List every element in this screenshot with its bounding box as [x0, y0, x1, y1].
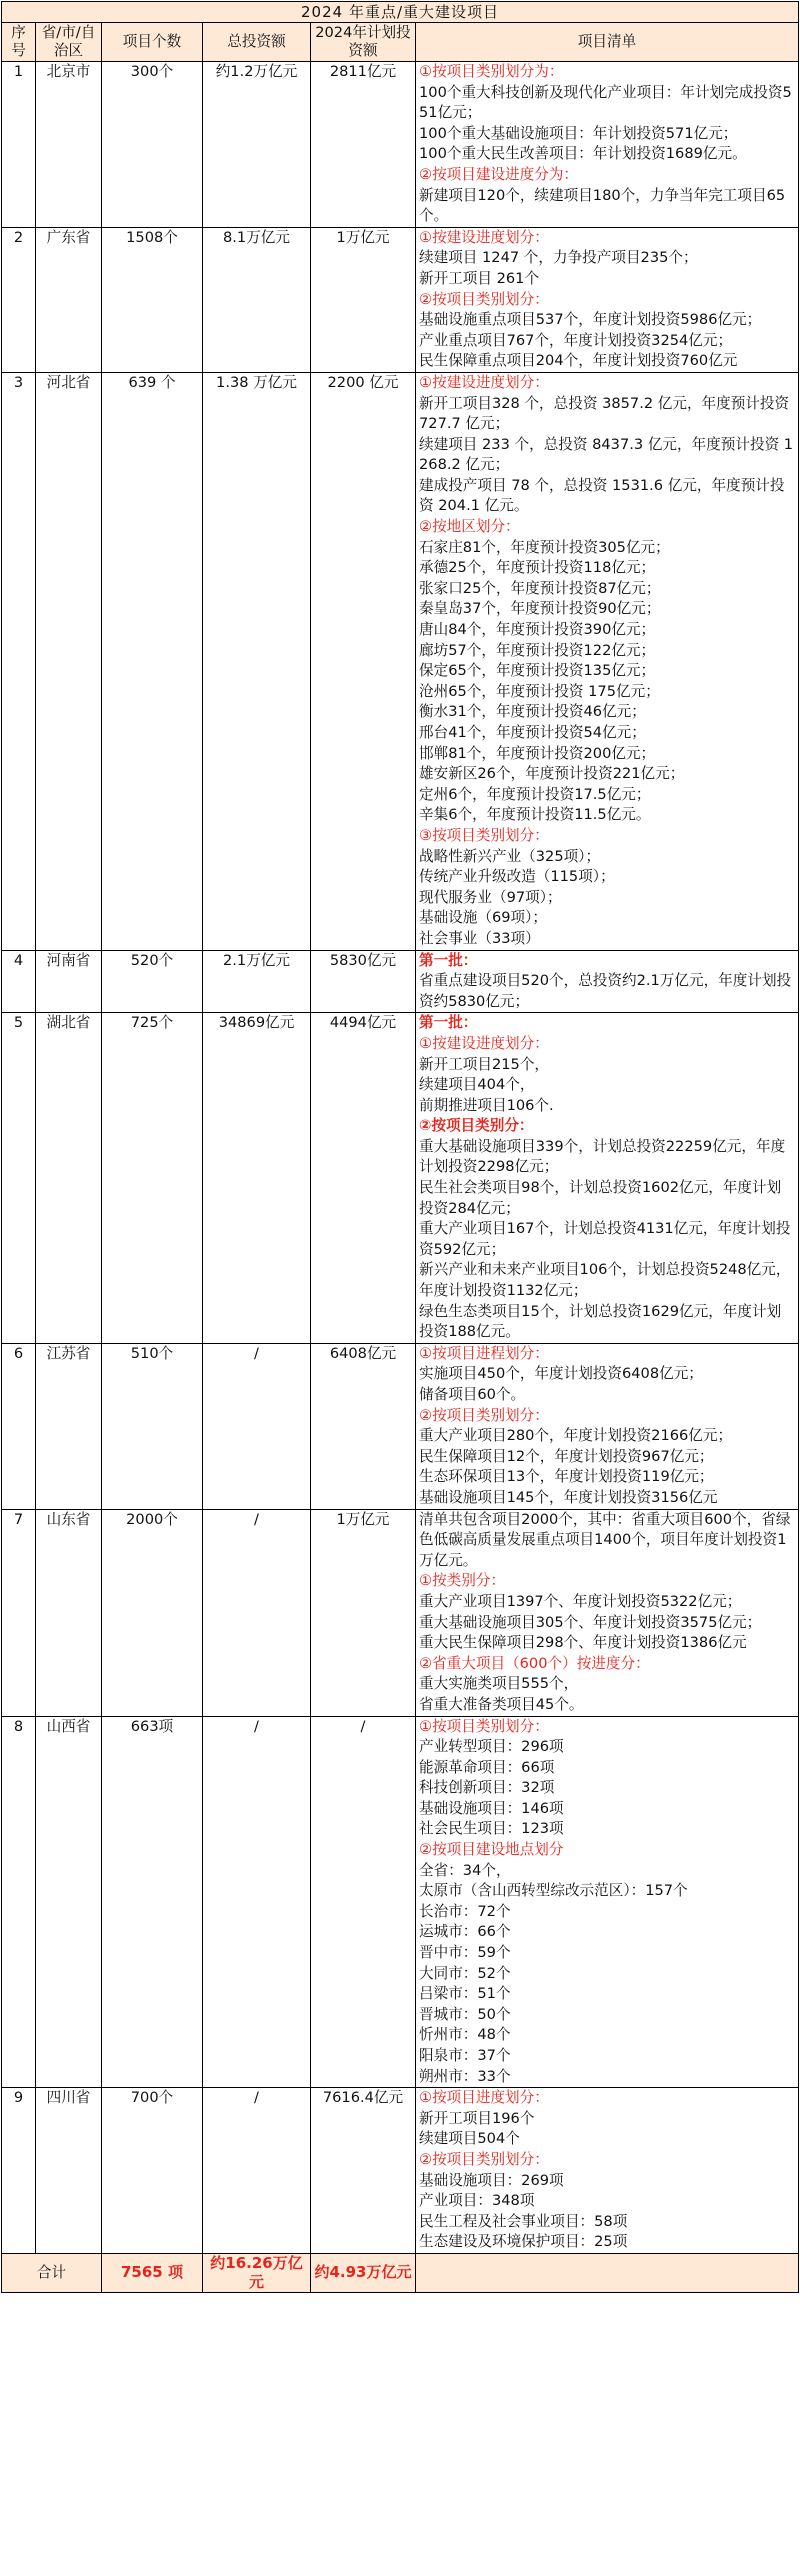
row-region: 河南省 — [36, 950, 102, 1013]
list-item: 续建项目504个 — [419, 2130, 520, 2148]
row-seq: 2 — [2, 227, 36, 372]
row-seq: 6 — [2, 1343, 36, 1509]
list-item: 100个重大基础设施项目：年计划投资571亿元； — [419, 124, 738, 142]
row-plan-2024: 1万亿元 — [311, 227, 416, 372]
list-item: 承德25个，年度预计投资118亿元； — [419, 559, 656, 577]
list-item: 产业转型项目：296项 — [419, 1738, 564, 1756]
row-region: 广东省 — [36, 227, 102, 372]
list-item: 100个重大科技创新及现代化产业项目：年计划完成投资551亿元； — [419, 83, 792, 122]
list-item: 民生保障项目12个，年度计划投资967亿元； — [419, 1447, 714, 1465]
list-heading: ①按项目进程划分： — [419, 1344, 549, 1362]
row-total-investment: 8.1万亿元 — [203, 227, 311, 372]
list-item: 邢台41个，年度预计投资54亿元； — [419, 724, 646, 741]
list-heading: ②按项目类别划分： — [419, 1406, 549, 1424]
row-project-list — [416, 227, 799, 372]
list-item: 民生保障重点项目204个，年度计划投资760亿元 — [419, 352, 738, 370]
list-item: 生态环保项目13个，年度计划投资119亿元； — [419, 1468, 714, 1486]
row-region: 四川省 — [36, 2088, 102, 2254]
list-heading: ②按地区划分： — [419, 518, 520, 536]
list-item: 生态建设及环境保护项目：25项 — [419, 2233, 628, 2251]
list-item: 吕梁市：51个 — [419, 1985, 511, 2003]
list-item: 阳泉市：37个 — [419, 2047, 511, 2064]
list-item: 民生社会类项目98个，计划总投资1602亿元，年度计划投资284亿元； — [419, 1179, 782, 1217]
list-item: 雄安新区26个，年度预计投资221亿元； — [419, 765, 685, 783]
row-total-investment: / — [203, 2088, 311, 2254]
table-body — [2, 62, 799, 2254]
list-item: 续建项目 233 个，总投资 8437.3 亿元，年度预计投资 1268.2 亿元； — [419, 435, 794, 474]
list-item: 社会民生项目：123项 — [419, 1820, 564, 1838]
row-project-list — [416, 372, 799, 950]
list-item: 重大民生保障项目298个、年度计划投资1386亿元 — [419, 1634, 747, 1652]
list-item: 唐山84个，年度预计投资390亿元； — [419, 621, 656, 639]
list-heading: ③按项目类别划分： — [419, 826, 549, 844]
list-heading: ①按建设进度划分： — [419, 228, 549, 246]
list-item: 秦皇岛37个，年度预计投资90亿元； — [419, 600, 661, 618]
row-seq: 4 — [2, 950, 36, 1013]
list-heading: ②按项目建设地点划分 — [419, 1841, 564, 1859]
list-item: 忻州市：48个 — [419, 2026, 511, 2044]
row-count: 520个 — [102, 950, 203, 1013]
list-item: 辛集6个，年度预计投资11.5亿元。 — [419, 806, 651, 824]
row-region: 河北省 — [36, 372, 102, 950]
list-heading: ②按项目类别分： — [419, 1117, 534, 1135]
list-item: 新开工项目215个， — [419, 1055, 550, 1073]
list-item: 绿色生态类项目15个，计划总投资1629亿元，年度计划投资188亿元。 — [419, 1302, 782, 1341]
list-item: 民生工程及社会事业项目：58项 — [419, 2212, 628, 2230]
list-heading: ②按项目类别划分： — [419, 2150, 549, 2168]
row-total-investment: / — [203, 1343, 311, 1509]
list-item: 大同市：52个 — [419, 1964, 511, 1982]
list-item: 建成投产项目 78 个，总投资 1531.6 亿元，年度预计投资 204.1 亿元。 — [419, 476, 785, 515]
list-item: 100个重大民生改善项目：年计划投资1689亿元。 — [419, 145, 747, 163]
header-seq: 序号 — [2, 23, 36, 62]
list-item: 基础设施项目：269项 — [419, 2171, 564, 2189]
table-row — [2, 1013, 799, 1344]
header-plan-2024: 2024年计划投资额 — [311, 23, 416, 62]
row-plan-2024: 1万亿元 — [311, 1509, 416, 1716]
list-item: 定州6个，年度预计投资17.5亿元； — [419, 785, 651, 803]
list-item: 传统产业升级改造（115项）； — [419, 868, 615, 886]
row-total-investment: 34869亿元 — [203, 1013, 311, 1344]
list-heading: ①按建设进度划分： — [419, 373, 549, 391]
row-plan-2024: / — [311, 1716, 416, 2088]
list-item: 保定65个，年度预计投资135亿元； — [419, 662, 656, 680]
row-project-list — [416, 62, 799, 228]
total-investment: 约16.26万亿元 — [203, 2253, 311, 2292]
row-region: 北京市 — [36, 62, 102, 228]
list-item: 石家庄81个，年度预计投资305亿元； — [419, 538, 670, 556]
list-item: 前期推进项目106个. — [419, 1096, 554, 1114]
list-item: 衡水31个，年度预计投资46亿元； — [419, 703, 646, 721]
list-item: 基础设施项目：146项 — [419, 1799, 564, 1817]
row-plan-2024: 6408亿元 — [311, 1343, 416, 1509]
list-item: 基础设施项目145个，年度计划投资3156亿元 — [419, 1488, 718, 1506]
list-heading: 第一批： — [419, 1014, 478, 1032]
list-heading: ①按项目类别划分： — [419, 1717, 549, 1735]
list-item: 朔州市：33个 — [419, 2067, 511, 2085]
list-item: 新开工项目 261个 — [419, 269, 540, 287]
list-item: 产业重点项目767个，年度计划投资3254亿元； — [419, 331, 733, 349]
row-plan-2024: 2811亿元 — [311, 62, 416, 228]
row-project-list — [416, 2088, 799, 2254]
list-item: 重大基础设施项目305个、年度计划投资3575亿元； — [419, 1613, 762, 1631]
total-list-empty — [416, 2253, 799, 2292]
list-item: 重大基础设施项目339个，计划总投资22259亿元，年度计划投资2298亿元； — [419, 1137, 786, 1176]
table-row — [2, 1716, 799, 2088]
list-item: 运城市：66个 — [419, 1923, 511, 1941]
row-region: 江苏省 — [36, 1343, 102, 1509]
table-row — [2, 62, 799, 228]
list-item: 重大产业项目1397个、年度计划投资5322亿元； — [419, 1592, 742, 1610]
list-heading: ①按项目类别划分为： — [419, 63, 564, 80]
header-total-investment: 总投资额 — [203, 23, 311, 62]
list-item: 省重点建设项目520个，总投资约2.1万亿元，年度计划投资约5830亿元； — [419, 972, 792, 1010]
list-item: 续建项目 1247 个，力争投产项目235个； — [419, 249, 698, 267]
row-seq: 5 — [2, 1013, 36, 1344]
header-region: 省/市/自治区 — [36, 23, 102, 62]
list-item: 新开工项目196个 — [419, 2109, 535, 2127]
table-row — [2, 227, 799, 372]
row-count: 725个 — [102, 1013, 203, 1344]
list-item: 基础设施重点项目537个，年度计划投资5986亿元； — [419, 311, 762, 329]
list-item: 新兴产业和未来产业项目106个，计划总投资5248亿元，年度计划投资1132亿元； — [419, 1261, 791, 1300]
list-item: 基础设施（69项）； — [419, 909, 548, 927]
row-total-investment: 约1.2万亿元 — [203, 62, 311, 228]
row-region: 山西省 — [36, 1716, 102, 2088]
list-item: 新开工项目328 个，总投资 3857.2 亿元，年度预计投资 727.7 亿元； — [419, 394, 790, 433]
list-item: 重大产业项目167个，计划总投资4131亿元，年度计划投资592亿元； — [419, 1220, 791, 1258]
list-item: 续建项目404个， — [419, 1076, 535, 1094]
row-count: 663项 — [102, 1716, 203, 2088]
row-seq: 1 — [2, 62, 36, 228]
projects-table — [1, 1, 799, 2293]
list-item: 长治市：72个 — [419, 1902, 511, 1920]
row-project-list — [416, 1509, 799, 1716]
row-count: 2000个 — [102, 1509, 203, 1716]
list-item: 产业项目：348项 — [419, 2192, 535, 2210]
row-seq: 8 — [2, 1716, 36, 2088]
list-item: 省重大准备类项目45个。 — [419, 1695, 584, 1713]
list-item: 能源革命项目：66项 — [419, 1758, 555, 1776]
table-row — [2, 950, 799, 1013]
list-item: 实施项目450个，年度计划投资6408亿元； — [419, 1365, 703, 1383]
list-item: 廊坊57个，年度预计投资122亿元； — [419, 641, 656, 659]
list-item: 社会事业（33项） — [419, 929, 540, 947]
row-count: 1508个 — [102, 227, 203, 372]
row-project-list — [416, 950, 799, 1013]
header-project-list: 项目清单 — [416, 23, 799, 62]
row-plan-2024: 7616.4亿元 — [311, 2088, 416, 2254]
list-item: 重大实施类项目555个， — [419, 1675, 579, 1693]
row-plan-2024: 2200 亿元 — [311, 372, 416, 950]
list-item: 晋城市：50个 — [419, 2005, 511, 2023]
row-count: 300个 — [102, 62, 203, 228]
row-region: 山东省 — [36, 1509, 102, 1716]
list-heading: ①按类别分： — [419, 1572, 506, 1590]
row-project-list — [416, 1013, 799, 1344]
row-total-investment: / — [203, 1716, 311, 2088]
list-item: 现代服务业（97项）； — [419, 888, 562, 906]
header-count: 项目个数 — [102, 23, 203, 62]
list-item: 储备项目60个。 — [419, 1386, 526, 1403]
table-row — [2, 2088, 799, 2254]
list-item: 太原市（含山西转型综改示范区）：157个 — [419, 1882, 688, 1900]
list-item: 沧州65个，年度预计投资 175亿元； — [419, 682, 660, 700]
row-total-investment: / — [203, 1509, 311, 1716]
list-heading: ②按项目类别划分： — [419, 290, 549, 308]
row-seq: 7 — [2, 1509, 36, 1716]
row-count: 510个 — [102, 1343, 203, 1509]
row-project-list — [416, 1343, 799, 1509]
row-region: 湖北省 — [36, 1013, 102, 1344]
list-item: 全省：34个， — [419, 1861, 511, 1879]
list-heading: 第一批： — [419, 951, 478, 969]
list-item: 晋中市：59个 — [419, 1944, 511, 1962]
list-heading: ①按项目进度划分： — [419, 2089, 549, 2107]
list-item: 清单共包含项目2000个，其中：省重大项目600个，省绿色低碳高质量发展重点项目1400个，项目年度计划投资1万亿元。 — [419, 1510, 791, 1569]
list-item: 战略性新兴产业（325项）； — [419, 847, 601, 865]
list-item: 张家口25个，年度预计投资87亿元； — [419, 579, 661, 597]
list-item: 科技创新项目：32项 — [419, 1779, 555, 1797]
list-item: 新建项目120个，续建项目180个，力争当年完工项目65个。 — [419, 186, 786, 225]
row-count: 639 个 — [102, 372, 203, 950]
total-row — [2, 2253, 799, 2292]
table-row — [2, 1343, 799, 1509]
table-row — [2, 372, 799, 950]
row-total-investment: 1.38 万亿元 — [203, 372, 311, 950]
row-plan-2024: 4494亿元 — [311, 1013, 416, 1344]
list-heading: ①按建设进度划分： — [419, 1034, 549, 1052]
row-seq: 9 — [2, 2088, 36, 2254]
row-project-list — [416, 1716, 799, 2088]
total-count: 7565 项 — [102, 2253, 203, 2292]
table-title: 2024 年重点/重大建设项目 — [2, 2, 799, 23]
list-heading: ②省重大项目（600个）按进度分： — [419, 1654, 650, 1672]
row-count: 700个 — [102, 2088, 203, 2254]
total-plan: 约4.93万亿元 — [311, 2253, 416, 2292]
row-plan-2024: 5830亿元 — [311, 950, 416, 1013]
row-total-investment: 2.1万亿元 — [203, 950, 311, 1013]
list-item: 重大产业项目280个，年度计划投资2166亿元； — [419, 1427, 733, 1445]
list-item: 邯郸81个，年度预计投资200亿元； — [419, 744, 656, 762]
table-row — [2, 1509, 799, 1716]
list-heading: ②按项目建设进度分为： — [419, 165, 579, 183]
total-label: 合计 — [2, 2253, 102, 2292]
row-seq: 3 — [2, 372, 36, 950]
